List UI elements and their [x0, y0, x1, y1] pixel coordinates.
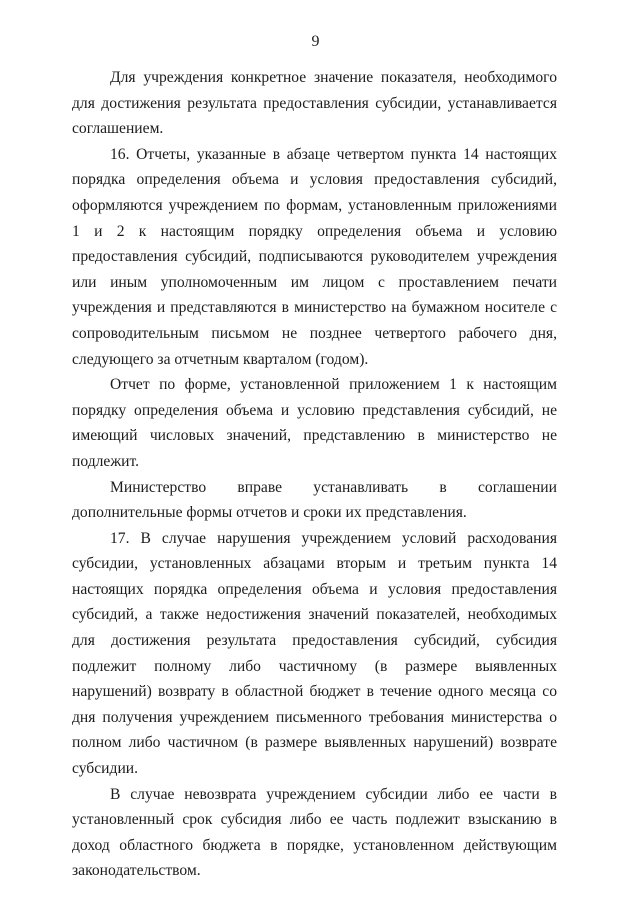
- paragraph-17-violations: 17. В случае нарушения учреждением условий расходования субсидии, установленных абзацами вторым и третьим пункта 14 настоящих порядка определения объема и условия предоставления субсидий, а также недостижения значений показателей, необходимых для достижения результата предоставления субсидий, субсидия подлежит полному либо частичному (в размере выявленных нарушений) возврату в областной бюджет в течение одного месяца со дня получения учреждением письменного требования министерства о полном либо частичном (в размере выявленных нарушений) возврате субсидии.: [72, 529, 557, 778]
- paragraph-indicator-value: Для учреждения конкретное значение показателя, необходимого для достижения результата предоставления субсидии, устанавливается соглашением.: [72, 69, 557, 138]
- paragraph-16-reports: 16. Отчеты, указанные в абзаце четвертом пункта 14 настоящих порядка определения объема и условия предоставления субсидий, оформляются учреждением по формам, установленным приложениями 1 и 2 к настоящим порядку определения объема и условию предоставления субсидий, подписываются руководителем учреждения или иным уполномоченным им лицом с проставлением печати учреждения и представляются в министерство на бумажном носителе с сопроводительным письмом не позднее четвертого рабочего дня, следующего за отчетным кварталом (годом).: [72, 145, 557, 368]
- paragraph-report-form-1: Отчет по форме, установленной приложением 1 к настоящим порядку определения объема и условию представления субсидий, не имеющий числовых значений, представлению в министерство не подлежит.: [72, 376, 557, 470]
- page-number: 9: [311, 33, 320, 50]
- document-body: [72, 65, 557, 884]
- paragraph-non-return: В случае невозврата учреждением субсидии либо ее части в установленный срок субсидия либо ее часть подлежит взысканию в доход областного бюджета в порядке, установленном действующим законодательством.: [72, 785, 557, 880]
- paragraph-additional-forms: Министерство вправе устанавливать в соглашении дополнительные формы отчетов и сроки их представления.: [72, 478, 557, 522]
